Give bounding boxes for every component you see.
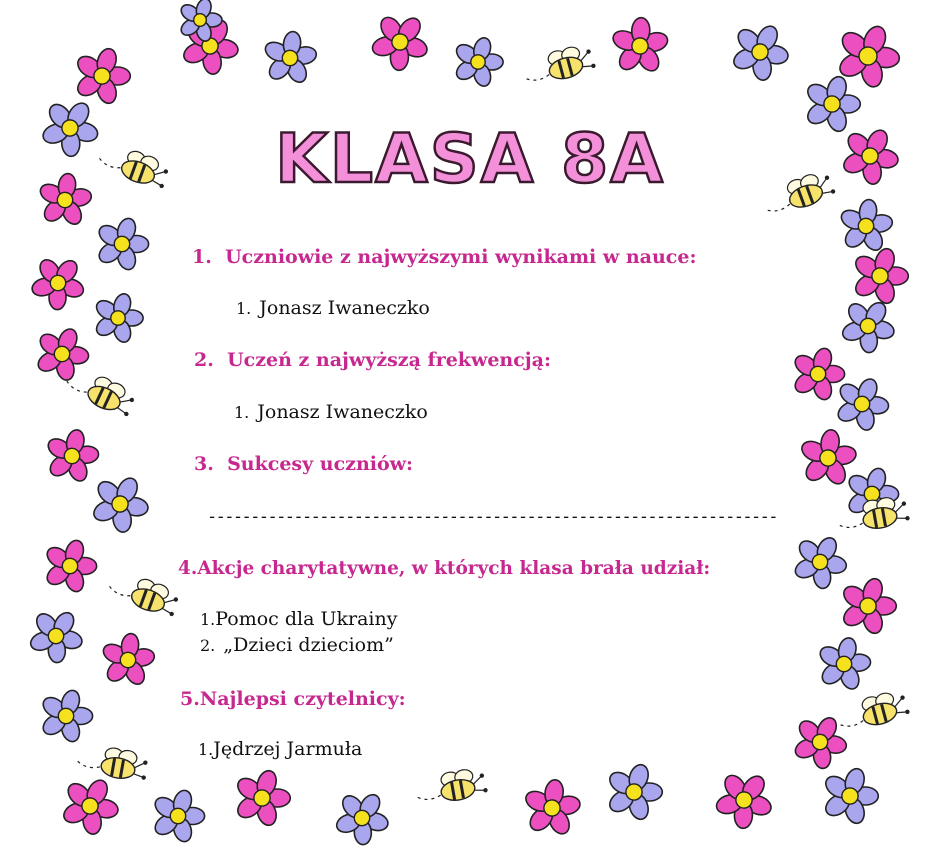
list-number: 2.	[200, 636, 216, 655]
bee-icon	[93, 139, 172, 191]
bee-icon	[103, 567, 182, 619]
section-1-item-1	[236, 297, 430, 319]
flower-icon	[453, 36, 503, 89]
section-5-item-1	[198, 738, 362, 760]
flower-icon	[95, 216, 148, 272]
list-number: 1.	[234, 403, 250, 422]
flower-icon	[707, 762, 780, 837]
section-3-title: Sukcesy uczniów:	[227, 453, 414, 475]
section-5-title: Najlepsi czytelnicy:	[199, 688, 406, 710]
section-5-heading	[180, 688, 406, 710]
flower-icon	[791, 346, 844, 402]
section-3-number: 3.	[194, 453, 214, 475]
list-number: 1.	[236, 299, 252, 318]
flower-icon	[39, 688, 92, 744]
flower-icon	[35, 92, 105, 164]
section-1-title: Uczniowie z najwyższymi wynikami w nauce:	[225, 246, 697, 268]
section-4-number: 4.	[178, 558, 198, 579]
flower-icon	[727, 18, 793, 86]
flower-icon	[363, 4, 436, 79]
section-2-item-1	[234, 401, 428, 423]
flower-icon	[606, 762, 663, 821]
section-4-title: Akcje charytatywne, w których klasa brała udział:	[197, 558, 711, 579]
list-text: Jonasz Iwaneczko	[259, 297, 430, 319]
section-2-title: Uczeń z najwyższą frekwencją:	[227, 349, 551, 371]
list-text: Jędrzej Jarmuła	[213, 738, 363, 760]
flower-icon	[43, 426, 101, 486]
bee-icon	[833, 494, 910, 535]
flower-icon	[33, 324, 91, 384]
bee-icon	[411, 766, 488, 807]
section-4-heading	[178, 558, 710, 579]
flower-icon	[97, 628, 159, 692]
flower-icon	[23, 602, 89, 670]
flower-icon	[852, 246, 909, 305]
flower-icon	[833, 374, 891, 434]
section-2-number: 2.	[194, 349, 214, 371]
bee-icon	[758, 168, 837, 220]
section-3-heading	[194, 453, 413, 475]
flower-icon	[43, 538, 96, 594]
flower-icon	[605, 10, 675, 82]
list-text: „Dzieci dzieciom”	[223, 634, 394, 656]
flower-icon	[151, 788, 204, 844]
page-title-text: KLASA 8A	[275, 120, 665, 198]
blank-line: ------------------------------------------------------------------	[207, 507, 777, 527]
section-1-heading	[192, 246, 696, 268]
list-number: 1.	[200, 610, 216, 629]
list-number: 1.	[198, 740, 214, 759]
bee-icon	[73, 742, 150, 783]
flower-icon	[840, 576, 897, 635]
flower-icon	[87, 470, 153, 538]
flower-icon	[23, 248, 92, 319]
bee-icon	[519, 42, 597, 89]
list-text: Pomoc dla Ukrainy	[215, 608, 398, 630]
bee-icon	[833, 688, 911, 735]
flower-icon	[837, 122, 903, 190]
flower-icon	[259, 26, 321, 90]
flower-icon	[234, 768, 291, 827]
flower-icon	[329, 784, 395, 852]
section-4-item-1	[200, 608, 397, 630]
flower-icon	[789, 530, 851, 594]
section-2-heading	[194, 349, 551, 371]
flower-icon	[57, 772, 123, 840]
flower-icon	[804, 74, 861, 133]
section-5-number: 5.	[180, 688, 200, 710]
flower-icon	[93, 292, 143, 345]
flower-icon	[815, 634, 873, 694]
flower-icon	[789, 710, 851, 774]
section-1-number: 1.	[192, 246, 212, 268]
flower-icon	[822, 766, 879, 825]
section-4-item-2	[200, 634, 394, 656]
flower-icon	[74, 46, 131, 105]
page-title	[270, 118, 670, 198]
flower-icon	[519, 774, 585, 842]
list-text: Jonasz Iwaneczko	[257, 401, 428, 423]
flower-icon	[34, 168, 96, 232]
